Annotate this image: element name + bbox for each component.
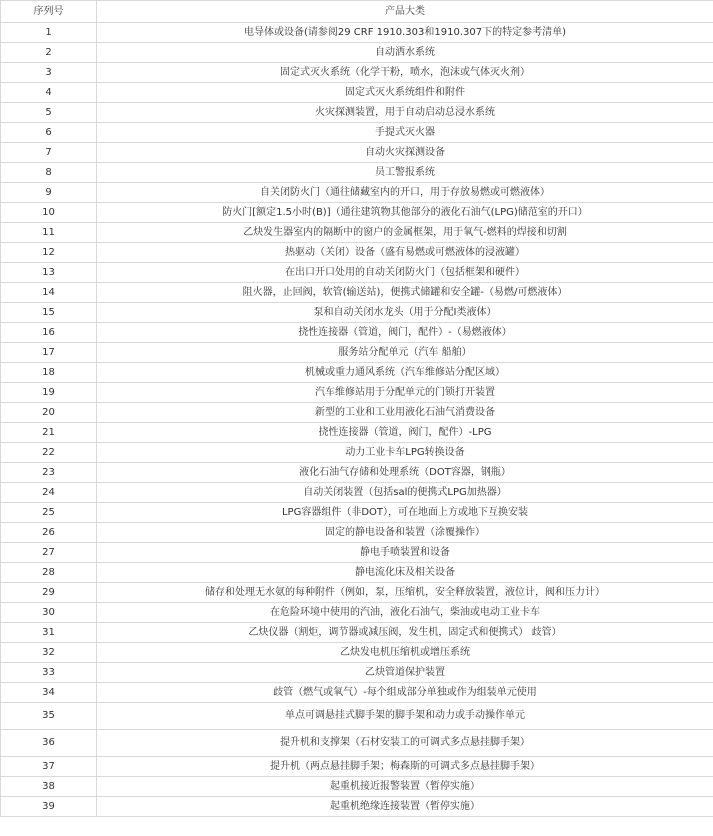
product-category-cell: 服务站分配单元（汽车 船舶）	[97, 343, 713, 363]
serial-number-cell: 30	[1, 603, 97, 623]
table-row	[1, 563, 713, 583]
product-category-cell: 阻火器，止回阀，软管(输送站)，便携式储罐和安全罐-（易燃/可燃液体）	[97, 283, 713, 303]
serial-number-cell: 32	[1, 643, 97, 663]
table-row	[1, 643, 713, 663]
serial-number-cell: 2	[1, 43, 97, 63]
product-category-cell: 在危险环境中使用的汽油，液化石油气，柴油或电动工业卡车	[97, 603, 713, 623]
product-category-cell: 汽车维修站用于分配单元的门锁打开装置	[97, 383, 713, 403]
serial-number-cell: 1	[1, 23, 97, 43]
product-category-cell: 乙炔发电机压缩机或增压系统	[97, 643, 713, 663]
table-row	[1, 583, 713, 603]
table-row	[1, 363, 713, 383]
product-category-cell: 泵和自动关闭水龙头（用于分配Ⅰ类液体）	[97, 303, 713, 323]
serial-number-cell: 27	[1, 543, 97, 563]
product-category-cell: 乙炔仪器（割炬，调节器或减压阀，发生机，固定式和便携式） 歧管）	[97, 623, 713, 643]
table-row	[1, 503, 713, 523]
table-row	[1, 683, 713, 703]
product-category-cell: 挠性连接器（管道，阀门，配件）-LPG	[97, 423, 713, 443]
table-row	[1, 203, 713, 223]
serial-number-cell: 9	[1, 183, 97, 203]
serial-number-cell: 13	[1, 263, 97, 283]
serial-number-cell: 39	[1, 797, 97, 817]
table-row	[1, 623, 713, 643]
table-row	[1, 243, 713, 263]
table-row	[1, 223, 713, 243]
table-row	[1, 163, 713, 183]
product-category-cell: 储存和处理无水氨的每种附件（例如，泵，压缩机，安全释放装置，液位计，阀和压力计）	[97, 583, 713, 603]
table-row	[1, 663, 713, 683]
product-category-cell: 静电流化床及相关设备	[97, 563, 713, 583]
serial-number-cell: 5	[1, 103, 97, 123]
table-row	[1, 83, 713, 103]
serial-number-cell: 26	[1, 523, 97, 543]
header-product-category: 产品大类	[97, 1, 713, 23]
serial-number-cell: 17	[1, 343, 97, 363]
serial-number-cell: 8	[1, 163, 97, 183]
table-row	[1, 43, 713, 63]
serial-number-cell: 21	[1, 423, 97, 443]
product-category-cell: 液化石油气存储和处理系统（DOT容器，钢瓶）	[97, 463, 713, 483]
serial-number-cell: 15	[1, 303, 97, 323]
serial-number-cell: 3	[1, 63, 97, 83]
product-category-cell: 挠性连接器（管道，阀门，配件）-（易燃液体）	[97, 323, 713, 343]
product-category-cell: 热驱动（关闭）设备（盛有易燃或可燃液体的浸液罐）	[97, 243, 713, 263]
table-row	[1, 63, 713, 83]
table-row	[1, 423, 713, 443]
product-category-cell: 乙炔管道保护装置	[97, 663, 713, 683]
product-category-cell: 固定式灭火系统组件和附件	[97, 83, 713, 103]
table-row	[1, 703, 713, 730]
product-category-cell: 在出口开口处用的自动关闭防火门（包括框架和硬件）	[97, 263, 713, 283]
product-category-cell: 歧管（燃气或氧气）-每个组成部分单独或作为组装单元使用	[97, 683, 713, 703]
serial-number-cell: 35	[1, 703, 97, 730]
table-row	[1, 23, 713, 43]
product-category-cell: 自动火灾探测设备	[97, 143, 713, 163]
table-row	[1, 543, 713, 563]
table-header-row	[1, 1, 713, 23]
table-row	[1, 403, 713, 423]
product-category-cell: 新型的工业和工业用液化石油气消费设备	[97, 403, 713, 423]
serial-number-cell: 31	[1, 623, 97, 643]
product-category-cell: 固定的静电设备和装置（涂覆操作）	[97, 523, 713, 543]
product-category-cell: 自动洒水系统	[97, 43, 713, 63]
serial-number-cell: 38	[1, 777, 97, 797]
serial-number-cell: 14	[1, 283, 97, 303]
table-body	[1, 23, 713, 817]
serial-number-cell: 22	[1, 443, 97, 463]
table-row	[1, 303, 713, 323]
product-category-cell: 机械或重力通风系统（汽车维修站分配区域）	[97, 363, 713, 383]
product-category-cell: 提升机（两点悬挂脚手架；梅森斯的可调式多点悬挂脚手架）	[97, 757, 713, 777]
product-category-cell: 员工警报系统	[97, 163, 713, 183]
serial-number-cell: 20	[1, 403, 97, 423]
table-row	[1, 343, 713, 363]
table-row	[1, 103, 713, 123]
serial-number-cell: 7	[1, 143, 97, 163]
serial-number-cell: 10	[1, 203, 97, 223]
serial-number-cell: 11	[1, 223, 97, 243]
product-category-cell: 手提式灭火器	[97, 123, 713, 143]
serial-number-cell: 12	[1, 243, 97, 263]
product-category-cell: 防火门[额定1.5小时(B)]（通往建筑物其他部分的液化石油气(LPG)储范室的开口）	[97, 203, 713, 223]
table-row	[1, 523, 713, 543]
table-row	[1, 443, 713, 463]
table-row	[1, 183, 713, 203]
serial-number-cell: 28	[1, 563, 97, 583]
serial-number-cell: 37	[1, 757, 97, 777]
table-row	[1, 123, 713, 143]
serial-number-cell: 4	[1, 83, 97, 103]
serial-number-cell: 25	[1, 503, 97, 523]
table-row	[1, 483, 713, 503]
product-category-cell: 起重机接近报警装置（暂停实施）	[97, 777, 713, 797]
serial-number-cell: 36	[1, 730, 97, 757]
serial-number-cell: 24	[1, 483, 97, 503]
serial-number-cell: 16	[1, 323, 97, 343]
table-row	[1, 603, 713, 623]
table-row	[1, 777, 713, 797]
serial-number-cell: 34	[1, 683, 97, 703]
product-category-cell: 乙炔发生器室内的隔断中的窗户的金属框架，用于氧气-燃料的焊接和切割	[97, 223, 713, 243]
product-category-cell: 提升机和支撑架（石材安装工的可调式多点悬挂脚手架）	[97, 730, 713, 757]
serial-number-cell: 18	[1, 363, 97, 383]
table-row	[1, 797, 713, 817]
product-category-cell: 固定式灭火系统（化学干粉，喷水，泡沫或气体灭火剂）	[97, 63, 713, 83]
table-row	[1, 757, 713, 777]
table-row	[1, 143, 713, 163]
product-category-cell: 静电手喷装置和设备	[97, 543, 713, 563]
product-category-cell: 动力工业卡车LPG转换设备	[97, 443, 713, 463]
product-category-cell: 单点可调悬挂式脚手架的脚手架和动力或手动操作单元	[97, 703, 713, 730]
product-category-cell: 火灾探测装置，用于自动启动总浸水系统	[97, 103, 713, 123]
serial-number-cell: 6	[1, 123, 97, 143]
product-category-cell: 自关闭防火门（通往储藏室内的开口，用于存放易燃或可燃液体）	[97, 183, 713, 203]
serial-number-cell: 33	[1, 663, 97, 683]
table-row	[1, 730, 713, 757]
table-row	[1, 283, 713, 303]
product-category-cell: 起重机绝缘连接装置（暂停实施）	[97, 797, 713, 817]
table-row	[1, 263, 713, 283]
table-row	[1, 323, 713, 343]
product-category-cell: 电导体或设备(请参阅29 CRF 1910.303和1910.307下的特定参考清单)	[97, 23, 713, 43]
header-serial-number: 序列号	[1, 1, 97, 23]
table-row	[1, 463, 713, 483]
table-row	[1, 383, 713, 403]
product-category-cell: 自动关闭装置（包括sal的便携式LPG加热器）	[97, 483, 713, 503]
serial-number-cell: 23	[1, 463, 97, 483]
product-category-cell: LPG容器组件（非DOT），可在地面上方或地下互换安装	[97, 503, 713, 523]
serial-number-cell: 29	[1, 583, 97, 603]
serial-number-cell: 19	[1, 383, 97, 403]
